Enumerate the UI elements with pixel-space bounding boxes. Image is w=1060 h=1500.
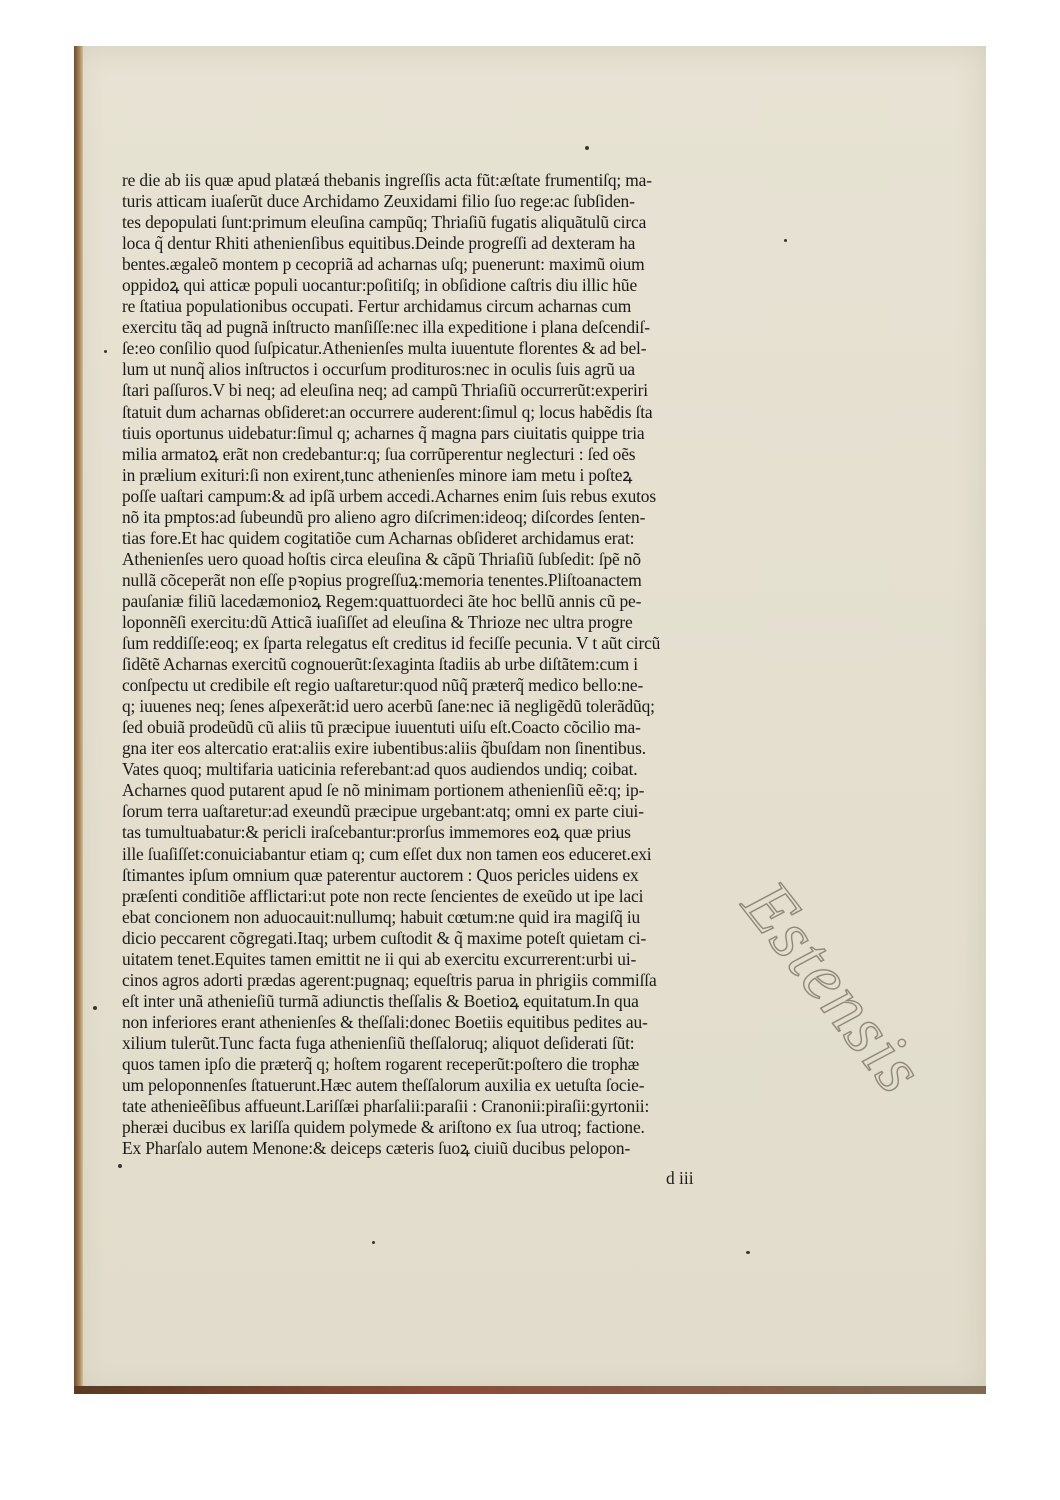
text-line: Athenienſes uero quoad hoſtis circa eleuſina & cãpũ Thriaſiũ ſubſedit: ſpẽ nõ <box>122 548 641 569</box>
library-stamp-text: Estensis <box>727 867 940 1109</box>
text-line: ebat concionem non aduocauit:nullumq; habuit cœtum:ne quid ira magiſq̃ iu <box>122 906 641 927</box>
text-line: ſorum terra uaſtaretur:ad exeundũ præcipue urgebant:atq; omni ex parte ciui- <box>122 801 644 822</box>
text-line: ſtari paſſuros.V bi neq; ad eleuſina neq; ad campũ Thriaſiũ occurrerũt:experiri <box>122 380 648 401</box>
text-line: præſenti conditiõe afflictari:ut pote non recte ſencientes de exeũdo ut ipe laci <box>122 885 644 906</box>
paper-speck <box>93 1006 97 1010</box>
paper-speck <box>372 1241 375 1244</box>
text-line: gna iter eos altercatio erat:aliis exire iubentibus:aliis q̃buſdam non ſinentibus. <box>122 738 646 759</box>
text-line: loca q̃ dentur Rhiti athenienſibus equitibus.Deinde progreſſi ad dexteram ha <box>122 233 636 254</box>
text-line: ſed obuiã prodeũdũ cũ aliis tũ præcipue iuuentuti uiſu eſt.Coacto cõcilio ma- <box>122 717 641 738</box>
text-line: turis atticam iuaſerũt duce Archidamo Zeuxidami filio ſuo rege:ac ſubſiden- <box>122 191 635 212</box>
text-line: Vates quoq; multifaria uaticinia referebant:ad quos audiendos undiq; coibat. <box>122 759 638 780</box>
text-line: lum ut nunq̃ alios inſtructos i occurſum prodituros:nec in oculis ſuis agrũ ua <box>122 359 635 380</box>
text-line: tate athenieẽſibus affueunt.Lariſſæi pharſalii:paraſii : Cranonii:piraſii:gyrtonii: <box>122 1096 650 1117</box>
paper-speck <box>104 350 107 353</box>
text-line: um peloponnenſes ſtatuerunt.Hæc autem theſſalorum auxilia ex uetuſta ſocie- <box>122 1075 645 1096</box>
text-line: ſum reddiſſe:eoq; ex ſparta relegatus eſt creditus id feciſſe pecunia. V t aũt circũ <box>122 633 661 654</box>
text-line: milia armatoꝝ erãt non credebantur:q; ſua corrũperentur neglecturi : ſed oẽs <box>122 443 636 464</box>
text-line: xilium tulerũt.Tunc facta fuga athenienſiũ theſſaloruq; aliquot deſiderati ſũt: <box>122 1032 635 1053</box>
text-line: non inferiores erant athenienſes & theſſali:donec Boetiis equitibus pedites au- <box>122 1011 648 1032</box>
text-line: ſidẽtẽ Acharnas exercitũ cognouerũt:ſexaginta ſtadiis ab urbe diſtãtem:cum i <box>122 654 638 675</box>
paper-speck <box>118 1164 122 1168</box>
paper-speck <box>746 1251 750 1254</box>
paper-speck <box>784 239 787 242</box>
text-line: conſpectu ut credibile eſt regio uaſtaretur:quod nũq̃ præterq̃ medico bello:ne- <box>122 675 644 696</box>
text-line: exercitu tãq ad pugnã inſtructo manſiſſe:nec illa expeditione i plana deſcendiſ- <box>122 317 650 338</box>
text-line: tias fore.Et hac quidem cogitatiõe cum Acharnas obſideret archidamus erat: <box>122 527 635 548</box>
text-line: poſſe uaſtari campum:& ad ipſã urbem accedi.Acharnes enim ſuis rebus exutos <box>122 485 656 506</box>
text-line: tas tumultuabatur:& pericli iraſcebantur:prorſus immemores eoꝝ quæ prius <box>122 822 631 843</box>
text-line: pauſaniæ filiũ lacedæmonioꝝ Regem:quattuordeci ãte hoc bellũ annis cũ pe- <box>122 590 642 611</box>
signature-mark: d iii <box>666 1168 694 1188</box>
text-line: ſtatuit dum acharnas obſideret:an occurrere auderent:ſimul q; locus habẽdis ſta <box>122 401 653 422</box>
text-line: tes depopulati ſunt:primum eleuſina campũq; Thriaſiũ fugatis aliquãtulũ circa <box>122 212 647 233</box>
text-line: Acharnes quod putarent apud ſe nõ minimam portionem athenienſiũ eẽ:q; ip- <box>122 780 645 801</box>
text-line: ſtimantes ipſum omnium quæ paterentur auctorem : Quos pericles uidens ex <box>122 864 639 885</box>
text-line: eſt inter unã athenieſiũ turmã adiunctis theſſalis & Boetioꝝ equitatum.In qua <box>122 990 639 1011</box>
text-line: nullã cõceperãt non eſſe pꝛopius progreſſuꝝ:memoria tenentes.Pliſtoanactem <box>122 569 642 590</box>
page-bottom-edge <box>74 1386 986 1394</box>
text-block <box>122 170 782 1159</box>
text-line: loponnẽſi exercitu:dũ Atticã iuaſiſſet ad eleuſina & Thrioze nec ultra progre <box>122 611 633 632</box>
text-line: tiuis oportunus uidebatur:ſimul q; acharnes q̃ magna pars ciuitatis quippe tria <box>122 422 645 443</box>
text-line: quos tamen ipſo die præterq̃ q; hoſtem rogarent receperũt:poſtero die trophæ <box>122 1053 640 1074</box>
page-binding-edge <box>74 46 83 1394</box>
text-line: ille ſuaſiſſet:conuiciabantur etiam q; cum eſſet dux non tamen eos educeret.exi <box>122 843 652 864</box>
text-line: ſe:eo conſilio quod ſuſpicatur.Athenienſes multa iuuentute florentes & ad bel- <box>122 338 647 359</box>
text-line: bentes.ægaleõ montem p cecopriã ad acharnas uſq; puenerunt: maximũ oium <box>122 254 645 275</box>
text-line: nõ ita pmptos:ad ſubeundũ pro alieno agro diſcrimen:ideoq; diſcordes ſenten- <box>122 506 646 527</box>
text-line: cinos agros adorti prædas agerent:pugnaq; equeſtris parua in phrigiis commiſſa <box>122 969 657 990</box>
text-line: re ſtatiua populationibus occupati. Fertur archidamus circum acharnas cum <box>122 296 632 317</box>
text-line: re die ab iis quæ apud platæá thebanis ingreſſis acta fũt:æſtate frumentiſq; ma- <box>122 170 652 190</box>
text-line: oppidoꝝ qui atticæ populi uocantur:poſitiſq; in obſidione caſtris diu illic hũe <box>122 275 638 296</box>
text-line: Ex Pharſalo autem Menone:& deiceps cæteris ſuoꝝ ciuiũ ducibus pelopon- <box>122 1138 631 1159</box>
text-line: pheræi ducibus ex lariſſa quidem polymede & ariſtono ex ſua utroq; factione. <box>122 1117 645 1138</box>
text-line: in prælium exituri:ſi non exirent,tunc athenienſes minore iam metu i poſteꝝ <box>122 464 633 485</box>
paper-speck <box>585 146 589 150</box>
text-line: uitatem tenet.Equites tamen emittit ne ii qui ab exercitu excurrerent:urbi ui- <box>122 948 637 969</box>
text-line: q; iuuenes neq; ſenes aſpexerãt:id uero acerbũ ſane:nec iã negligẽdũ tolerãdũq; <box>122 696 655 717</box>
text-line: dicio peccarent cõgregati.Itaq; urbem cuſtodit & q̃ maxime poteſt quietam ci- <box>122 927 647 948</box>
